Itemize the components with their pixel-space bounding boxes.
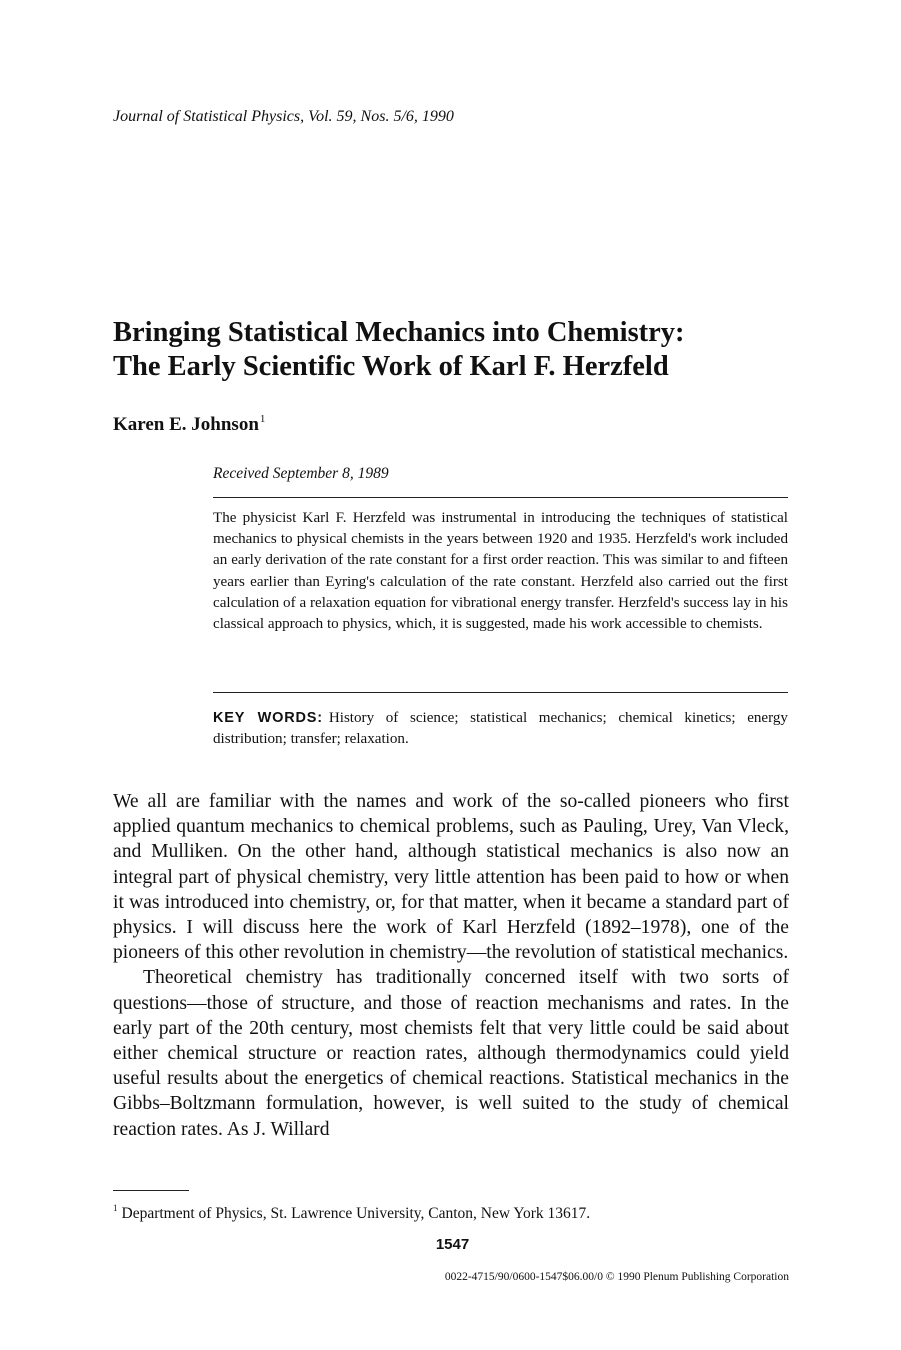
article-title bbox=[113, 316, 813, 384]
keywords-text: History of science; statistical mechanics; chemical kinetics; energy distribution; transfer; relaxation. bbox=[213, 710, 788, 748]
body-paragraph-1: We all are familiar with the names and work of the so-called pioneers who first applied quantum mechanics to chemical problems, such as Pauling, Urey, Van Vleck, and Mulliken. On the other hand, although statistical mechanics is also now an integral part of physical chemistry, very little attention has been paid to how or when it was introduced into chemistry, or, for that matter, when it became a standard part of physics. I will discuss here the work of Karl Herzfeld (1892–1978), one of the pioneers of this other revolution in chemistry—the revolution of statistical mechanics. bbox=[113, 791, 789, 964]
page-number: 1547 bbox=[435, 1236, 470, 1253]
author-footnote-mark: 1 bbox=[259, 413, 266, 425]
title-line-2: The Early Scientific Work of Karl F. Herzfeld bbox=[113, 351, 669, 382]
copyright-line: 0022-4715/90/0600-1547$06.00/0 © 1990 Plenum Publishing Corporation bbox=[444, 1271, 789, 1283]
keywords bbox=[213, 708, 788, 750]
received-date: Received September 8, 1989 bbox=[213, 465, 389, 482]
footnote-mark: 1 bbox=[113, 1203, 118, 1213]
author bbox=[113, 413, 265, 436]
author-name: Karen E. Johnson bbox=[113, 414, 259, 435]
abstract-top-rule bbox=[213, 497, 788, 498]
journal-citation: Journal of Statistical Physics, Vol. 59, Nos. 5/6, 1990 bbox=[113, 108, 454, 125]
footnote bbox=[113, 1203, 590, 1223]
abstract-bottom-rule bbox=[213, 692, 788, 693]
title-line-1: Bringing Statistical Mechanics into Chemistry: bbox=[113, 317, 685, 348]
abstract: The physicist Karl F. Herzfeld was instrumental in introducing the techniques of statistical mechanics to physical chemists in the years between 1920 and 1935. Herzfeld's work included an early derivation of the rate constant for a first order reaction. This was similar to and fifteen years earlier than Eyring's calculation of the rate constant. Herzfeld also carried out the first calculation of a relaxation equation for vibrational energy transfer. Herzfeld's success lay in his classical approach to physics, which, it is suggested, made his work accessible to chemists. bbox=[213, 510, 788, 633]
footnote-text: Department of Physics, St. Lawrence University, Canton, New York 13617. bbox=[121, 1205, 591, 1222]
body-text bbox=[113, 789, 789, 1142]
body-paragraph-2: Theoretical chemistry has traditionally concerned itself with two sorts of questions—those of structure, and those of reaction mechanisms and rates. In the early part of the 20th century, most chemists felt that very little could be said about either chemical structure or reaction rates, although thermodynamics could yield useful results about the energetics of chemical reactions. Statistical mechanics in the Gibbs–Boltzmann formulation, however, is well suited to the study of chemical reaction rates. As J. Willard bbox=[113, 967, 789, 1140]
keywords-label: KEY WORDS: bbox=[213, 710, 323, 726]
footnote-rule bbox=[113, 1190, 189, 1191]
